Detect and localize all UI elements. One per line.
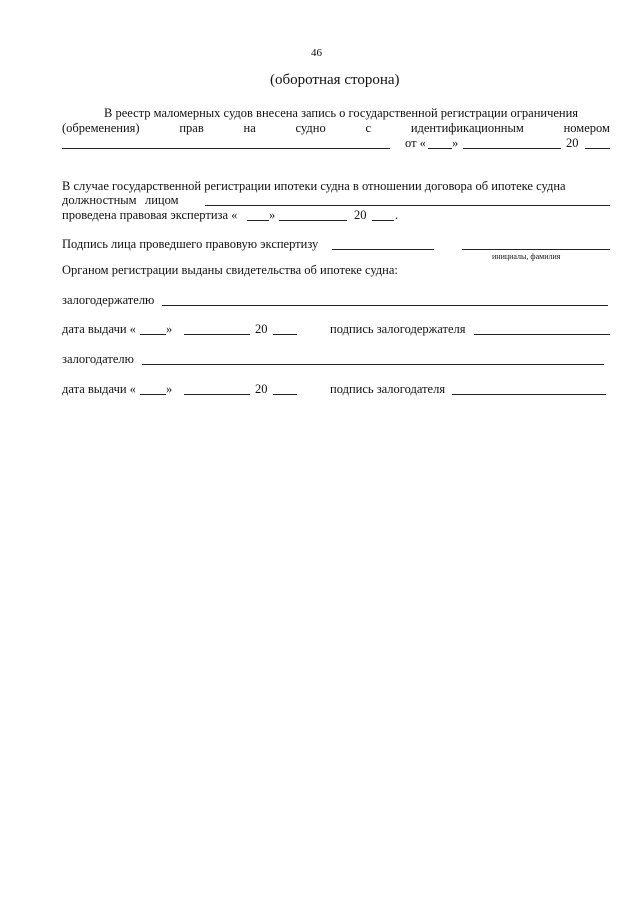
official-name-field[interactable] (205, 205, 610, 206)
pledgee-signature-field[interactable] (474, 334, 610, 335)
word-na: на (243, 121, 256, 135)
page-subtitle: (оборотная сторона) (270, 72, 400, 88)
pledgor-signature-field[interactable] (452, 394, 606, 395)
official-label: должностным (62, 193, 137, 207)
expertise-year-field[interactable] (372, 220, 394, 221)
pledgor-issue-date-close: » (166, 382, 173, 396)
pledgee-issue-year-field[interactable] (273, 334, 297, 335)
from-label: от « (405, 136, 426, 150)
pledgee-label: залогодержателю (62, 293, 155, 307)
pledgee-issue-date-close: » (166, 322, 173, 336)
pledgee-issue-year-prefix: 20 (255, 322, 268, 336)
pledgee-signature-label: подпись залогодержателя (330, 322, 466, 336)
signature-label: Подпись лица проведшего правовую экспертизу (62, 237, 319, 251)
from-month-field[interactable] (463, 148, 561, 149)
from-year-field[interactable] (585, 148, 610, 149)
official-label-2: лицом (145, 193, 179, 207)
registry-line-1: В реестр маломерных судов внесена запись о государственной регистрации ограничения (104, 106, 579, 120)
certificates-intro: Органом регистрации выданы свидетельства об ипотеке судна: (62, 263, 398, 277)
expertise-month-field[interactable] (279, 220, 347, 221)
page-number: 46 (311, 47, 322, 59)
word-s: с (365, 121, 372, 135)
pledgee-issue-date-label: дата выдачи « (62, 322, 136, 336)
pledgor-issue-date-label: дата выдачи « (62, 382, 136, 396)
initials-surname-caption: инициалы, фамилия (492, 252, 561, 261)
from-year-prefix: 20 (566, 136, 579, 150)
expertise-day-field[interactable] (247, 220, 269, 221)
pledgor-signature-label: подпись залогодателя (330, 382, 446, 396)
from-close: » (452, 136, 459, 150)
mortgage-line-1: В случае государственной регистрации ипотеки судна в отношении договора об ипотеке судна (62, 179, 566, 193)
vessel-id-field[interactable] (62, 148, 390, 149)
pledgor-issue-year-prefix: 20 (255, 382, 268, 396)
initials-surname-field[interactable] (462, 249, 610, 250)
word-sudno: судно (295, 121, 326, 135)
expertise-close: » (269, 208, 276, 222)
signature-field[interactable] (332, 249, 434, 250)
pledgor-label: залогодателю (62, 352, 134, 366)
pledgor-name-field[interactable] (142, 364, 604, 365)
word-nomerom: номером (563, 121, 610, 135)
word-id: идентификационным (410, 121, 524, 135)
pledgor-issue-day-field[interactable] (140, 394, 166, 395)
word-obremeneniya: (обременения) (62, 121, 140, 135)
from-day-field[interactable] (428, 148, 452, 149)
pledgor-issue-year-field[interactable] (273, 394, 297, 395)
expertise-label: проведена правовая экспертиза « (62, 208, 238, 222)
pledgee-issue-day-field[interactable] (140, 334, 166, 335)
expertise-year-suffix: . (395, 208, 399, 222)
pledgor-issue-month-field[interactable] (184, 394, 250, 395)
pledgee-issue-month-field[interactable] (184, 334, 250, 335)
pledgee-name-field[interactable] (162, 305, 608, 306)
registry-line-2 (62, 121, 610, 135)
expertise-year-prefix: 20 (354, 208, 367, 222)
word-prav: прав (179, 121, 204, 135)
